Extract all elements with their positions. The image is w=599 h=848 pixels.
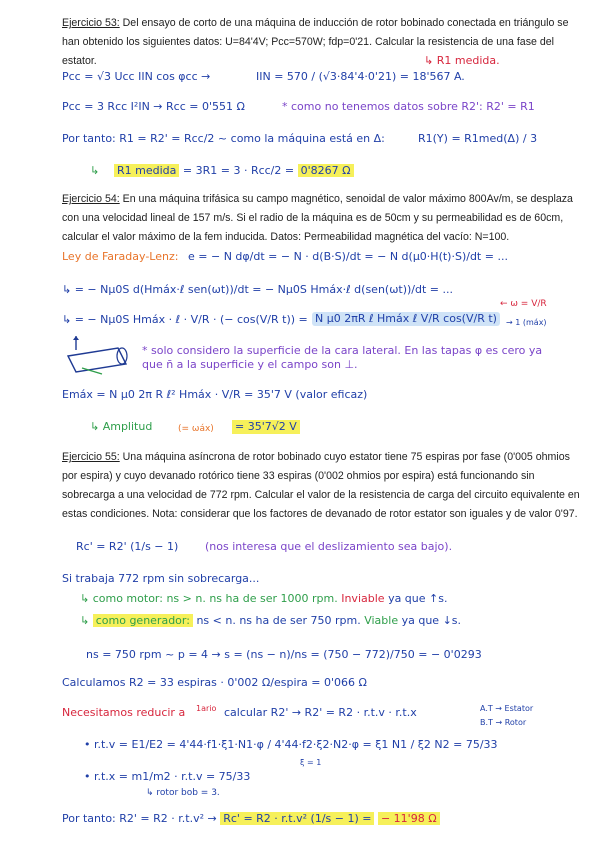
ex54-label: Ejercicio 54:: [62, 193, 120, 205]
ex54-line6c: = 35'7√2 V: [232, 420, 300, 434]
ex55-arrow: ↳: [80, 614, 90, 627]
ex54-statement: [62, 190, 582, 247]
ex54-line2: ↳ = − Nμ0S d(Hmáx·ℓ sen(ωt))/dt = − Nμ0S Hmáx·ℓ d(sen(ωt))/dt = ...: [62, 283, 454, 296]
ex55-line7e: B.T → Rotor: [480, 718, 527, 727]
ex55-statement: [62, 448, 582, 524]
ex55-line8: • r.t.v = E1/E2 = 4'44·f1·ξ1·N1·φ / 4'44·f2·ξ2·N2·φ = ξ1 N1 / ξ2 N2 = 75/33: [84, 738, 498, 751]
ex53-text: Del ensayo de corto de una máquina de inducción de rotor bobinado conectada en triángulo se han obtenido los siguientes datos: U=84'4V; Pcc=570W; fdp=0'21. Calcular la resistencia de una fase del estator.: [62, 17, 569, 67]
ex53-statement: [62, 14, 582, 71]
ex54-line1a: Ley de Faraday-Lenz:: [62, 250, 179, 263]
ex55-line7d: A.T → Estator: [480, 704, 534, 713]
ex53-result-row: [114, 164, 354, 178]
ex55-generador: como generador:: [93, 614, 193, 627]
ex53-line4a: ↳: [90, 164, 100, 177]
ex55-line6: Calculamos R2 = 33 espiras · 0'002 Ω/espira = 0'066 Ω: [62, 676, 367, 689]
ex54-line3b: N μ0 2πR ℓ Hmáx ℓ V/R cos(V/R t): [312, 312, 500, 326]
cylinder-drawing: [62, 336, 142, 376]
ex55-line4-row: [80, 614, 461, 628]
ex55-result-value: − 11'98 Ω: [378, 812, 440, 825]
ex55-text: Una máquina asíncrona de rotor bobinado cuyo estator tiene 75 espiras por fase (0'005 ohmios por espira) y cuyo devanado rotórico tiene 33 espiras (0'002 ohmios por espira) está funcionando sin sobrecarga a una velocidad de 772 rpm. Calcular el valor de la resistencia de carga del circuito equivalente en estas condiciones. Nota: considerar que los factores de devanado de rotor estator son iguales y de valor 0'97.: [62, 451, 580, 520]
ex54-line5: Emáx = N μ0 2π R ℓ² Hmáx · V/R = 35'7 V (valor eficaz): [62, 388, 368, 401]
ex53-line2a: Pcc = 3 Rcc I²IN → Rcc = 0'551 Ω: [62, 100, 245, 113]
ex55-viable: Viable: [364, 614, 399, 627]
ex54-line3-note: → 1 (máx): [506, 318, 547, 327]
ex55-line10-row: [62, 812, 440, 826]
ex53-result-formula: = 3R1 = 3 · Rcc/2 =: [182, 164, 295, 177]
ex55-line3-row: [80, 592, 447, 606]
ex55-line1b: (nos interesa que el deslizamiento sea bajo).: [205, 540, 453, 553]
ex55-line8-note: ξ = 1: [300, 758, 322, 767]
ex55-line1a: Rc' = R2' (1/s − 1): [76, 540, 179, 553]
ex54-line2-note: ← ω = V/R: [500, 299, 547, 309]
ex55-line7c: calcular R2' → R2' = R2 · r.t.v · r.t.x: [224, 706, 417, 719]
ex54-line3a: ↳ = − Nμ0S Hmáx · ℓ · V/R · (− cos(V/R t)) =: [62, 313, 308, 326]
ex55-inviable: Inviable: [341, 592, 385, 605]
ex54-text: En una máquina trifásica su campo magnético, senoidal de valor máximo 800Av/m, se desplaza con una velocidad lineal de 157 m/s. Si el radio de la máquina es de 50cm y su permeabilidad es de 60cm, calcular el valor máximo de la fem inducida. Datos: Permeabilidad magnética del vacío: N=100.: [62, 193, 573, 243]
ex53-line1b: IIN = 570 / (√3·84'4·0'21) = 18'567 A.: [256, 70, 465, 83]
ex53-line1a: Pcc = √3 Ucc IIN cos φcc →: [62, 70, 211, 83]
ex54-line6b: (= ωáx): [178, 424, 214, 434]
ex55-rc-label: Rc' = R2 · r.t.v² (1/s − 1) =: [220, 812, 374, 825]
ex53-result-value: 0'8267 Ω: [298, 164, 354, 177]
ex55-line7a: Necesitamos reducir a: [62, 706, 186, 719]
ex53-line2b: * como no tenemos datos sobre R2': R2' = R1: [282, 100, 535, 113]
ex53-line3b: R1(Y) = R1med(Δ) / 3: [418, 132, 538, 145]
ex55-label: Ejercicio 55:: [62, 451, 120, 463]
ex53-r1-medida: R1 medida: [114, 164, 179, 177]
ex55-line2: Si trabaja 772 rpm sin sobrecarga...: [62, 572, 260, 585]
ex55-line5: ns = 750 rpm ~ p = 4 → s = (ns − n)/ns = (750 − 772)/750 = − 0'0293: [86, 648, 482, 661]
ex55-line4e: ya que ↓s.: [401, 614, 462, 627]
ex55-line4c: ns < n. ns ha de ser 750 rpm.: [196, 614, 361, 627]
ex55-line3c: ya que ↑s.: [388, 592, 448, 605]
ex53-label: Ejercicio 53:: [62, 17, 120, 29]
ex54-line4: * solo considero la superficie de la cara lateral. En las tapas φ es cero ya que n̄ a la superficie y el campo son ⊥.: [142, 344, 543, 371]
ex55-line9-note: ↳ rotor bob = 3.: [146, 788, 220, 798]
ex53-line3a: Por tanto: R1 = R2' = Rcc/2 ~ como la máquina está en Δ:: [62, 132, 385, 145]
ex53-note: ↳ R1 medida.: [424, 54, 500, 67]
ex54-line6a: ↳ Amplitud: [90, 420, 153, 433]
ex55-line7b: 1ario: [196, 704, 217, 713]
ex54-line1b: e = − N dφ/dt = − N · d(B·S)/dt = − N d(μ0·H(t)·S)/dt = ...: [188, 250, 508, 263]
ex55-motor: ↳ como motor: ns > n. ns ha de ser 1000 rpm.: [80, 592, 338, 605]
ex55-line9: • r.t.x = m1/m2 · r.t.v = 75/33: [84, 770, 251, 783]
ex55-line10a: Por tanto: R2' = R2 · r.t.v² →: [62, 812, 217, 825]
